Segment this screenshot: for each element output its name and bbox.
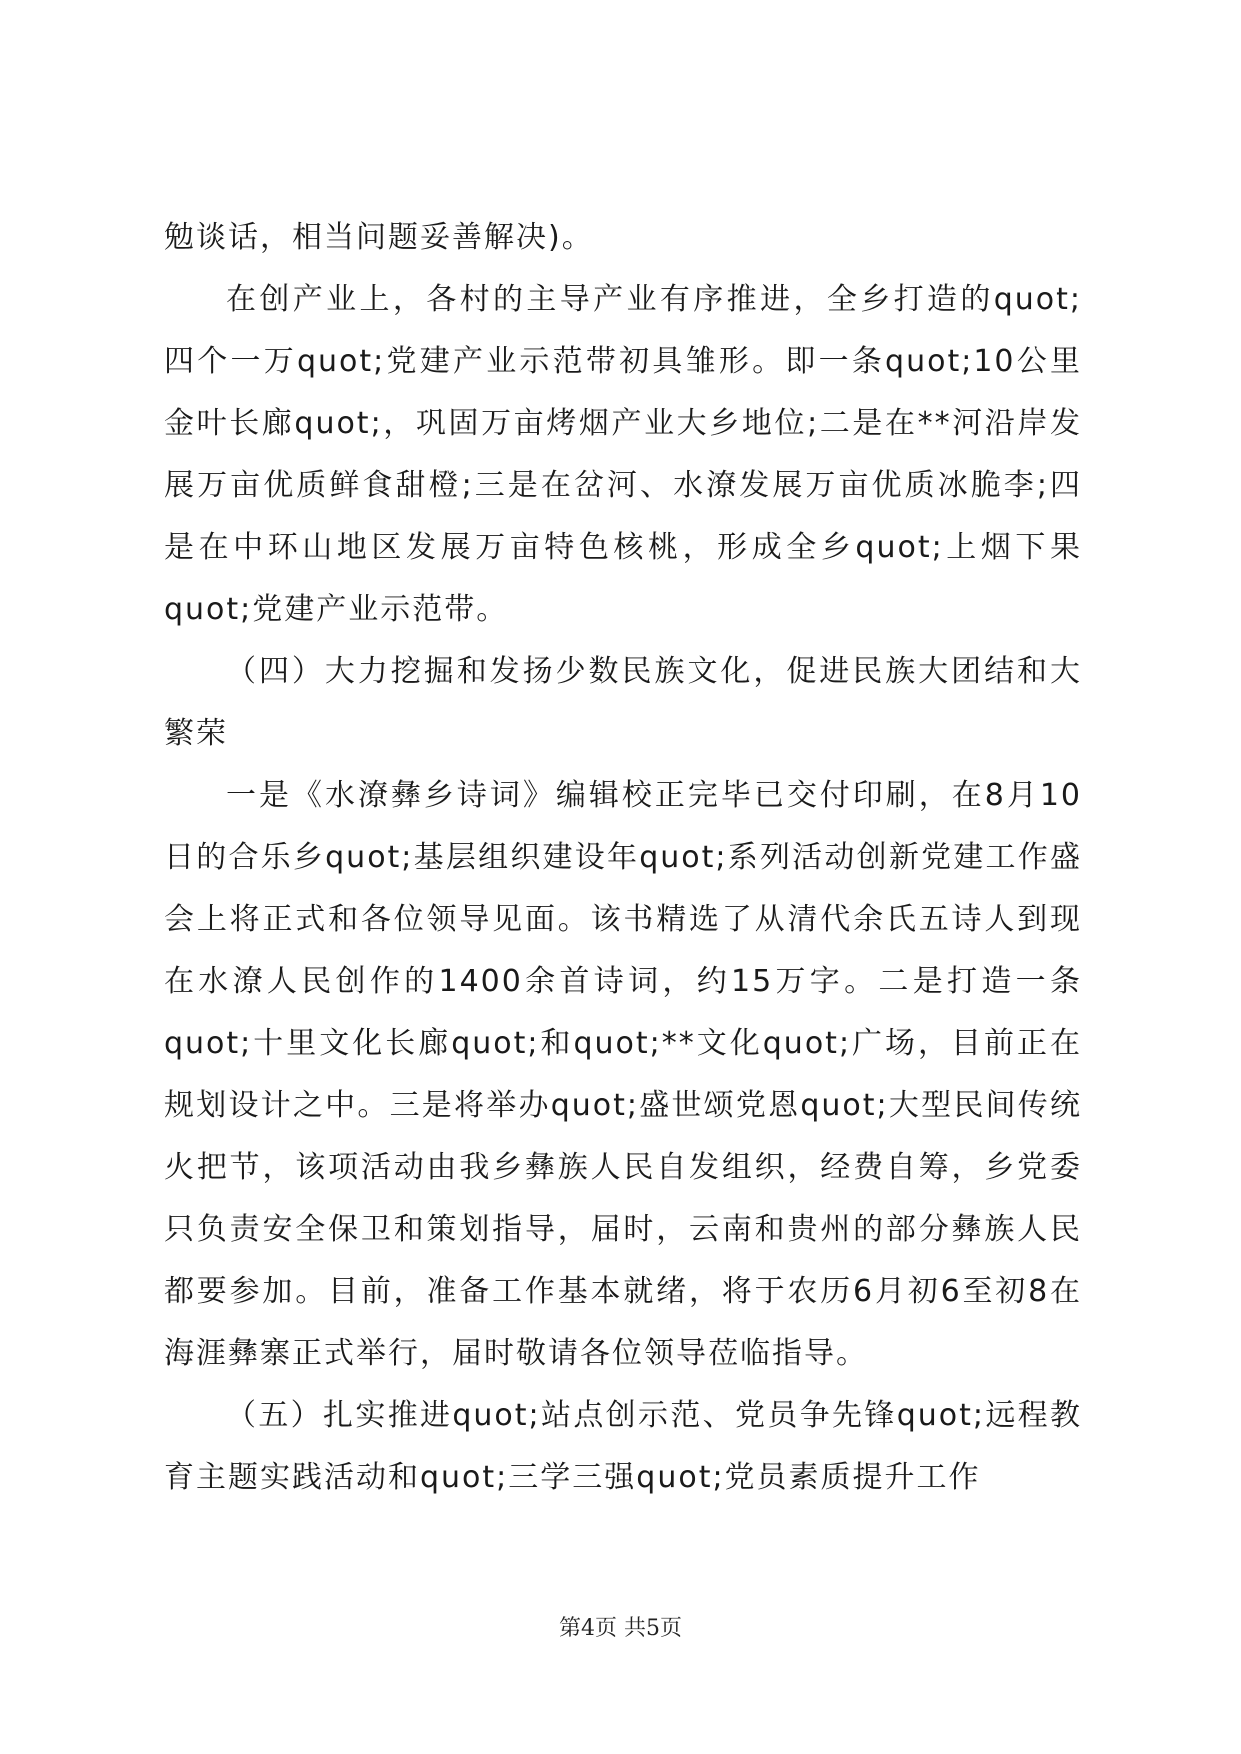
paragraph-industry: 在创产业上，各村的主导产业有序推进，全乡打造的quot;四个一万quot;党建产业示范带初具雏形。即一条quot;10公里金叶长廊quot;，巩固万亩烤烟产业大乡地位;二是在**河沿岸发展万亩优质鲜食甜橙;三是在岔河、水潦发展万亩优质冰脆李;四是在中环山地区发展万亩特色核桃，形成全乡quot;上烟下果quot;党建产业示范带。 (164, 282, 1082, 627)
paragraph-culture: 一是《水潦彝乡诗词》编辑校正完毕已交付印刷，在8月10日的合乐乡quot;基层组织建设年quot;系列活动创新党建工作盛会上将正式和各位领导见面。该书精选了从清代余氏五诗人到现在水潦人民创作的1400余首诗词，约15万字。二是打造一条quot;十里文化长廊quot;和quot;**文化quot;广场，目前正在规划设计之中。三是将举办quot;盛世颂党恩quot;大型民间传统火把节，该项活动由我乡彝族人民自发组织，经费自筹，乡党委只负责安全保卫和策划指导，届时，云南和贵州的部分彝族人民都要参加。目前，准备工作基本就绪，将于农历6月初6至初8在海涯彝寨正式举行，届时敬请各位领导莅临指导。 (164, 778, 1082, 1371)
section-heading-four: （四）大力挖掘和发扬少数民族文化，促进民族大团结和大繁荣 (164, 654, 1082, 751)
section-heading-five: （五）扎实推进quot;站点创示范、党员争先锋quot;远程教育主题实践活动和quot;三学三强quot;党员素质提升工作 (164, 1398, 1082, 1495)
document-body (164, 207, 1082, 1509)
page-footer: 第4页 共5页 (559, 1616, 682, 1641)
paragraph-continuation: 勉谈话，相当问题妥善解决)。 (164, 220, 594, 255)
